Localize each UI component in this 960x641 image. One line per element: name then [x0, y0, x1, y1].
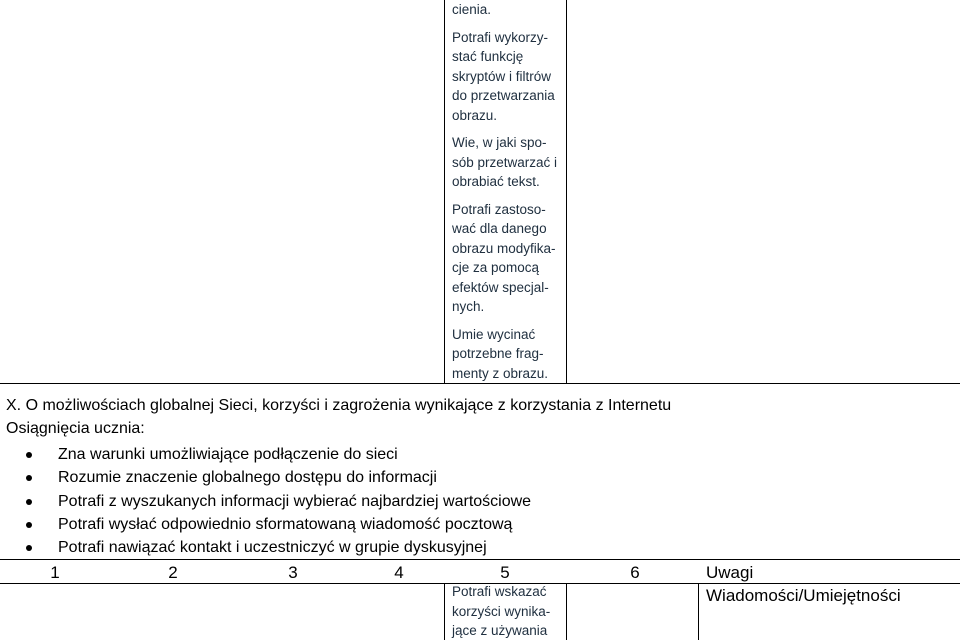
column-header-2: 2 — [168, 563, 178, 582]
outcomes-list — [22, 443, 531, 559]
uwagi-left-border — [698, 583, 699, 640]
column-header-5: 5 — [500, 563, 510, 582]
section-title: X. O możliwościach globalnej Sieci, korzyści i zagrożenia wynikające z korzystania z Internetu — [6, 397, 672, 414]
col5-right-border — [566, 583, 567, 640]
list-item: Zna warunki umożliwiające podłączenie do sieci — [22, 443, 531, 466]
column-header-6: 6 — [630, 563, 640, 582]
row1-uwagi-cell: Wiadomości/Umiejętności — [706, 586, 901, 605]
top-cell-right-border — [566, 0, 567, 383]
row1-col5-cell: Potrafi wskazać korzyści wynika- jące z używania — [452, 584, 551, 638]
list-item: Potrafi z wyszukanych informacji wybierać najbardziej wartościowe — [22, 490, 531, 513]
column-header-1: 1 — [50, 563, 60, 582]
outcomes-label: Osiągnięcia ucznia: — [6, 420, 145, 437]
column-header-uwagi: Uwagi — [706, 563, 754, 582]
top-cell-paragraph: Wie, w jaki spo- sób przetwarzać i obrabiać tekst. — [452, 135, 558, 189]
list-item: Rozumie znaczenie globalnego dostępu do informacji — [22, 466, 531, 489]
top-cell-paragraph: cienia. — [452, 2, 492, 17]
top-cell-paragraph: Potrafi zastoso- wać dla danego obrazu modyfika- cje za pomocą efektów specjal- nych. — [452, 201, 556, 314]
top-cell-paragraph: Potrafi wykorzy- stać funkcję skryptów i filtrów do przetwarzania obrazu. — [452, 29, 555, 123]
top-cell — [452, 0, 564, 391]
top-cell-left-border — [444, 0, 445, 383]
column-header-3: 3 — [288, 563, 298, 582]
top-cell-paragraph: Umie wycinać potrzebne frag- menty z obrazu. — [452, 326, 549, 381]
list-item: Potrafi wysłać odpowiednio sformatowaną wiadomość pocztową — [22, 513, 531, 536]
list-item: Potrafi nawiązać kontakt i uczestniczyć w grupie dyskusyjnej — [22, 536, 531, 559]
col5-left-border — [444, 583, 445, 640]
column-header-4: 4 — [394, 563, 404, 582]
